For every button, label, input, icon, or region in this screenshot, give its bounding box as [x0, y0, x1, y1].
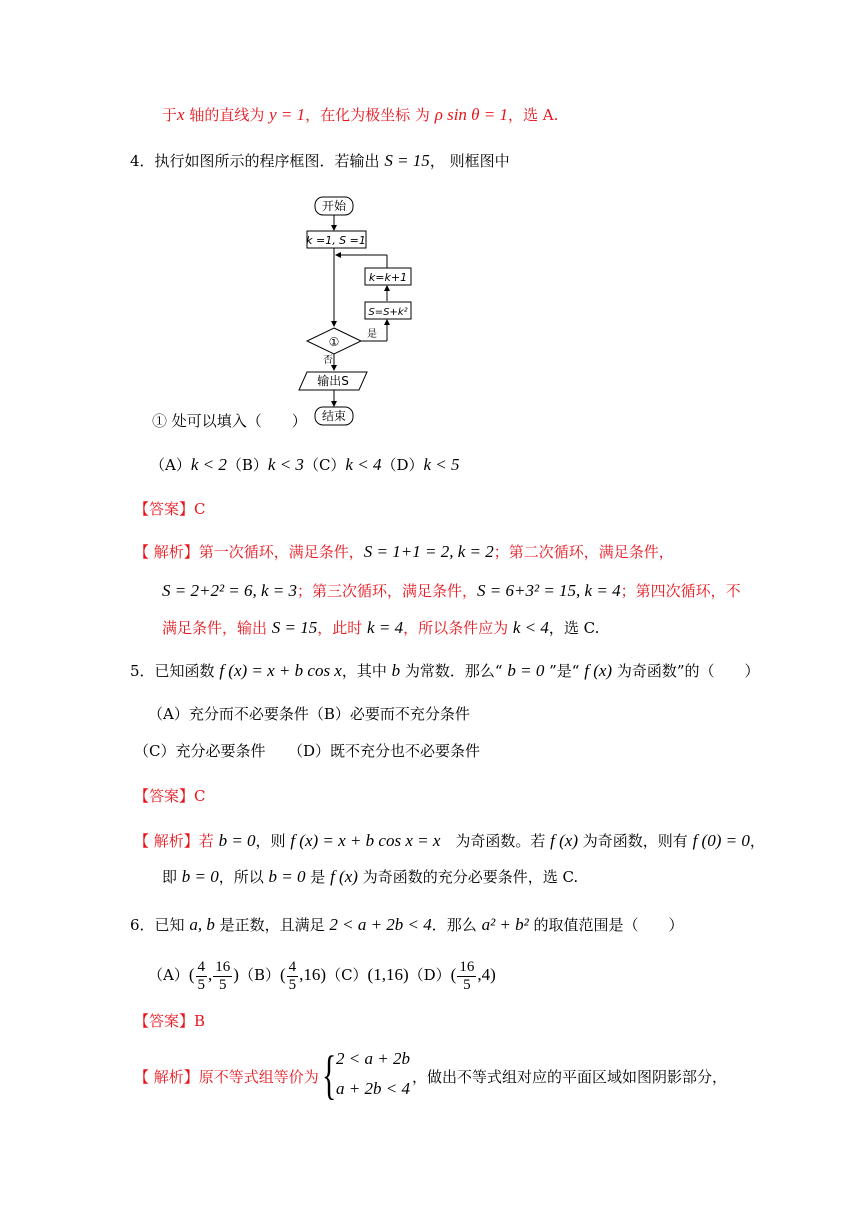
math-seg: k < 4 — [512, 618, 549, 637]
text-seg: 轴的直线为 — [184, 106, 270, 124]
text-seg: ；第二次循环，满足条件， — [493, 543, 674, 561]
math-seg: S = 15 — [271, 618, 318, 637]
flow-cond-label: ① — [328, 335, 340, 349]
math-seg: f (0) = 0 — [692, 831, 750, 850]
q5-analysis-line1 — [134, 830, 765, 852]
flow-update-s-label: S=S+k² — [368, 307, 408, 318]
text-seg: 第一次循环，满足条件， — [198, 543, 364, 561]
option-d-label: （D） — [381, 456, 424, 474]
option-a-label: （A） — [148, 966, 189, 984]
flow-yes-label: 是 — [367, 329, 377, 340]
text-seg: 为奇函数。若 — [440, 832, 551, 850]
q6-analysis-tail: ，做出不等式组对应的平面区域如图阴影部分， — [412, 1068, 728, 1086]
paren: ( — [450, 965, 457, 984]
flow-end-label: 结束 — [321, 409, 347, 423]
fraction-16-5 — [213, 959, 232, 994]
text-seg: ，所以 — [218, 868, 269, 886]
prev-solution-tail — [162, 104, 558, 126]
q6-options — [148, 955, 496, 995]
text-seg: ，此时 — [317, 619, 368, 637]
flow-no-label: 否 — [323, 355, 333, 366]
denominator: 5 — [197, 976, 206, 993]
math-seg: k = 4 — [367, 618, 404, 637]
option-d-tail: ,4) — [477, 965, 496, 984]
math-seg: a, b — [189, 915, 215, 934]
text-seg: ， — [749, 832, 765, 850]
q5-answer: 【答案】C — [134, 787, 206, 805]
numerator: 4 — [288, 958, 297, 975]
analysis-label: 【 解析】 — [134, 543, 199, 561]
paren: ( — [188, 965, 195, 984]
fraction-4-5 — [196, 959, 208, 994]
math-seg: b = 0 — [218, 831, 256, 850]
q6-analysis — [134, 1066, 319, 1088]
text-seg: ；第四次循环，不 — [620, 582, 741, 600]
flow-start-label: 开始 — [321, 199, 347, 213]
option-b-tail: ,16) — [299, 965, 327, 984]
math-polar: ρ sin θ = 1 — [434, 105, 509, 124]
math-x: x — [177, 105, 185, 124]
q5-options-cd: （C）充分必要条件 （D）既不充分也不必要条件 — [134, 742, 481, 760]
math-seg: f (x) — [584, 661, 613, 680]
option-c-value: k < 4 — [345, 455, 382, 474]
flow-init-label: k =1, S =1 — [306, 234, 366, 247]
math-seg: S = 6+3² = 15, k = 4 — [477, 581, 621, 600]
option-b-label: （B） — [238, 966, 280, 984]
system-brace: { — [322, 1045, 337, 1105]
paren: ( — [279, 965, 286, 984]
text-seg: ；第三次循环，满足条件， — [297, 582, 478, 600]
text-seg: 原不等式组等价为 — [198, 1068, 319, 1086]
math-seg: 2 < a + 2b < 4 — [329, 915, 432, 934]
option-a-value: k < 2 — [190, 455, 227, 474]
math-seg: b = 0 — [268, 867, 306, 886]
text-seg: 若 — [198, 832, 219, 850]
text-seg: 即 — [162, 868, 182, 886]
text-seg: 为奇函数”的（ ） — [612, 662, 760, 680]
math-seg: b — [391, 661, 401, 680]
q4-analysis-line3 — [162, 617, 599, 639]
option-d-value: k < 5 — [423, 455, 460, 474]
q5-analysis-line2 — [162, 866, 578, 888]
q4-options — [150, 454, 460, 476]
text-seg: ，则 — [255, 832, 291, 850]
text-seg: 的取值范围是（ ） — [528, 916, 684, 934]
numerator: 16 — [215, 958, 231, 975]
text-seg: 是 — [305, 868, 331, 886]
numerator: 16 — [459, 958, 475, 975]
option-c-value: (1,16) — [367, 965, 409, 984]
numerator: 4 — [197, 958, 206, 975]
math-seg: S = 1+1 = 2, k = 2 — [363, 542, 494, 561]
option-b-label: （B） — [226, 456, 268, 474]
q4-subprompt: ① 处可以填入（ ） — [152, 412, 307, 430]
math-s15: S = 15 — [384, 151, 430, 170]
q4-stem — [130, 150, 510, 172]
math-y-eq: y = 1 — [269, 105, 306, 124]
math-seg: S = 2+2² = 6, k = 3 — [162, 581, 298, 600]
text-seg: 为奇函数的充分必要条件，选 C. — [357, 868, 579, 886]
text-seg: ，所以条件应为 — [403, 619, 513, 637]
denominator: 5 — [288, 976, 297, 993]
flowchart — [295, 192, 415, 432]
math-seg: f (x) = x + b cos x = x — [290, 831, 441, 850]
option-b-value: k < 3 — [267, 455, 304, 474]
fraction-4-5 — [287, 959, 299, 994]
q4-analysis-line1 — [134, 541, 674, 563]
text-seg: ，其中 — [341, 662, 392, 680]
q5-stem — [130, 660, 760, 682]
q4-answer: 【答案】C — [134, 500, 206, 518]
text-seg: 5．已知函数 — [130, 662, 220, 680]
system-ineq-2: a + 2b < 4 — [336, 1079, 410, 1098]
flow-output-label: 输出S — [317, 374, 349, 388]
text-seg: 满足条件，输出 — [162, 619, 272, 637]
math-seg: f (x) — [330, 867, 358, 886]
option-c-label: （C） — [303, 456, 346, 474]
text-seg: 4．执行如图所示的程序框图．若输出 — [130, 152, 385, 170]
text-seg: 为常数．那么“ — [400, 662, 508, 680]
text-seg: ， 则框图中 — [429, 152, 510, 170]
flow-update-k-label: k=k+1 — [368, 271, 408, 284]
text-seg: 是正数，且满足 — [214, 916, 330, 934]
option-a-label: （A） — [150, 456, 191, 474]
math-seg: b = 0 — [181, 867, 219, 886]
denominator: 5 — [463, 976, 471, 993]
text-seg: ，选 A. — [508, 106, 559, 124]
option-d-label: （D） — [408, 966, 451, 984]
q5-options-ab: （A）充分而不必要条件（B）必要而不充分条件 — [148, 705, 470, 723]
math-seg: f (x) = x + b cos x — [219, 661, 342, 680]
option-c-label: （C） — [326, 966, 368, 984]
analysis-label: 【 解析】 — [134, 832, 199, 850]
fraction-16-5 — [457, 959, 476, 994]
option-a-tail: ) — [233, 965, 239, 984]
system-ineq-1: 2 < a + 2b — [336, 1049, 410, 1068]
text-seg: ”是“ — [544, 662, 585, 680]
text-seg: ，选 C. — [548, 619, 600, 637]
text-seg: ．那么 — [431, 916, 482, 934]
q4-analysis-line2 — [162, 580, 741, 602]
q6-answer: 【答案】B — [134, 1012, 206, 1030]
math-seg: f (x) — [550, 831, 579, 850]
analysis-label: 【 解析】 — [134, 1068, 199, 1086]
text-seg: 于 — [162, 106, 178, 124]
text-seg: 6．已知 — [130, 916, 190, 934]
denominator: 5 — [219, 976, 227, 993]
text-seg: ，在化为极坐标 为 — [305, 106, 435, 124]
math-seg: a² + b² — [481, 915, 529, 934]
comma: , — [208, 965, 213, 984]
text-seg: 为奇函数，则有 — [578, 832, 693, 850]
math-seg: b = 0 — [507, 661, 545, 680]
q6-stem — [130, 914, 684, 936]
